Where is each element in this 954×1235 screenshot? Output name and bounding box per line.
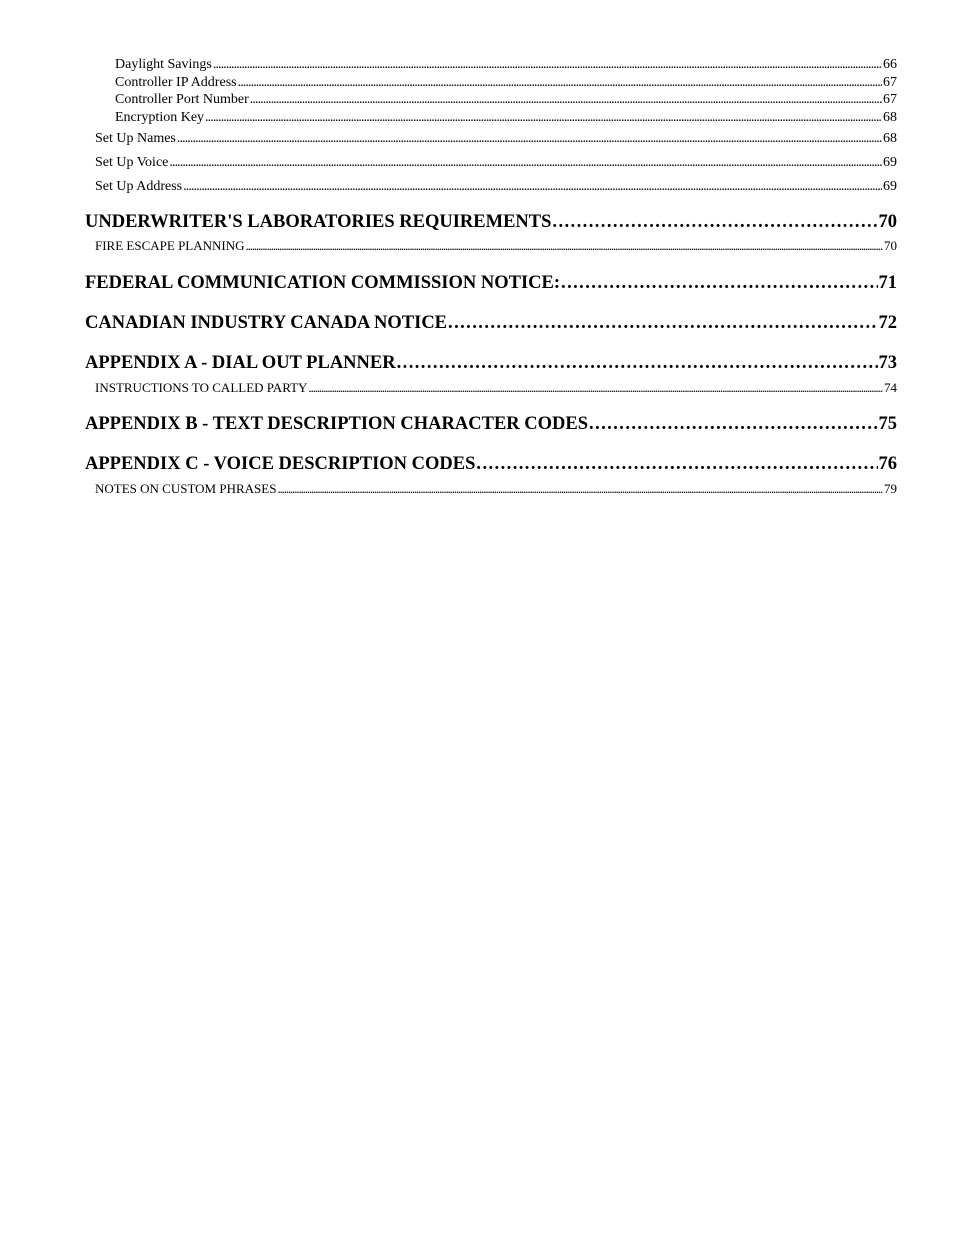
toc-entry-label: FIRE ESCAPE PLANNING bbox=[95, 238, 245, 253]
toc-entry-set-up-voice[interactable] bbox=[85, 154, 897, 171]
toc-entry-daylight-savings[interactable] bbox=[85, 56, 897, 74]
toc-entry-notes-on-custom-phrases[interactable] bbox=[85, 481, 897, 497]
toc-entry-page: 73 bbox=[878, 353, 897, 373]
toc-entry-page: 67 bbox=[883, 74, 897, 90]
dot-leader bbox=[397, 352, 878, 374]
table-of-contents bbox=[85, 56, 897, 497]
dot-leader bbox=[552, 211, 877, 233]
toc-entry-page: 76 bbox=[878, 454, 897, 474]
dot-leader bbox=[476, 453, 877, 475]
toc-entry-label: FEDERAL COMMUNICATION COMMISSION NOTICE: bbox=[85, 273, 561, 293]
toc-entry-page: 70 bbox=[884, 238, 897, 253]
dot-leader bbox=[561, 272, 877, 294]
toc-entry-set-up-names[interactable] bbox=[85, 130, 897, 147]
dot-leader bbox=[177, 130, 882, 147]
toc-entry-label: Controller Port Number bbox=[115, 92, 249, 107]
dot-leader bbox=[250, 91, 882, 109]
toc-entry-label: Set Up Voice bbox=[95, 155, 169, 170]
toc-entry-label: Daylight Savings bbox=[115, 57, 212, 72]
toc-entry-label: APPENDIX C - VOICE DESCRIPTION CODES bbox=[85, 454, 476, 474]
toc-entry-controller-port-number[interactable] bbox=[85, 91, 897, 109]
toc-entry-federal-communication-commission[interactable] bbox=[85, 272, 897, 294]
dot-leader bbox=[308, 380, 883, 396]
toc-entry-page: 75 bbox=[878, 414, 897, 434]
toc-entry-label: CANADIAN INDUSTRY CANADA NOTICE bbox=[85, 313, 448, 333]
toc-entry-appendix-b[interactable] bbox=[85, 413, 897, 435]
toc-entry-page: 70 bbox=[878, 212, 897, 232]
toc-entry-underwriters-laboratories[interactable] bbox=[85, 211, 897, 233]
toc-entry-page: 71 bbox=[878, 273, 897, 293]
toc-entry-fire-escape-planning[interactable] bbox=[85, 238, 897, 254]
dot-leader bbox=[205, 109, 882, 127]
toc-entry-label: Set Up Address bbox=[95, 179, 183, 194]
dot-leader bbox=[277, 481, 883, 497]
toc-entry-page: 68 bbox=[883, 109, 897, 125]
dot-leader bbox=[183, 178, 882, 195]
toc-entry-label: INSTRUCTIONS TO CALLED PARTY bbox=[95, 380, 308, 395]
toc-entry-page: 69 bbox=[883, 179, 897, 194]
toc-entry-page: 68 bbox=[883, 131, 897, 146]
toc-entry-appendix-a[interactable] bbox=[85, 352, 897, 374]
toc-entry-page: 67 bbox=[883, 92, 897, 107]
toc-entry-encryption-key[interactable] bbox=[85, 109, 897, 127]
dot-leader bbox=[448, 312, 877, 334]
toc-entry-page: 79 bbox=[884, 481, 897, 496]
toc-entry-label: NOTES ON CUSTOM PHRASES bbox=[95, 481, 277, 496]
toc-entry-label: Controller IP Address bbox=[115, 74, 237, 90]
toc-entry-page: 72 bbox=[878, 313, 897, 333]
toc-entry-instructions-to-called-party[interactable] bbox=[85, 380, 897, 396]
toc-entry-controller-ip-address[interactable] bbox=[85, 74, 897, 92]
toc-entry-label: UNDERWRITER'S LABORATORIES REQUIREMENTS bbox=[85, 212, 552, 232]
toc-entry-label: APPENDIX A - DIAL OUT PLANNER bbox=[85, 353, 396, 373]
dot-leader bbox=[589, 413, 877, 435]
toc-entry-canadian-industry-canada[interactable] bbox=[85, 312, 897, 334]
toc-entry-label: Set Up Names bbox=[95, 131, 176, 146]
toc-entry-label: APPENDIX B - TEXT DESCRIPTION CHARACTER CODES bbox=[85, 414, 589, 434]
dot-leader bbox=[246, 238, 883, 254]
toc-entry-page: 69 bbox=[883, 155, 897, 170]
dot-leader bbox=[169, 154, 882, 171]
dot-leader bbox=[238, 74, 882, 92]
toc-entry-page: 74 bbox=[884, 380, 897, 395]
toc-entry-page: 66 bbox=[883, 57, 897, 72]
toc-entry-label: Encryption Key bbox=[115, 109, 205, 125]
toc-entry-appendix-c[interactable] bbox=[85, 453, 897, 475]
toc-entry-set-up-address[interactable] bbox=[85, 178, 897, 195]
dot-leader bbox=[213, 56, 882, 74]
